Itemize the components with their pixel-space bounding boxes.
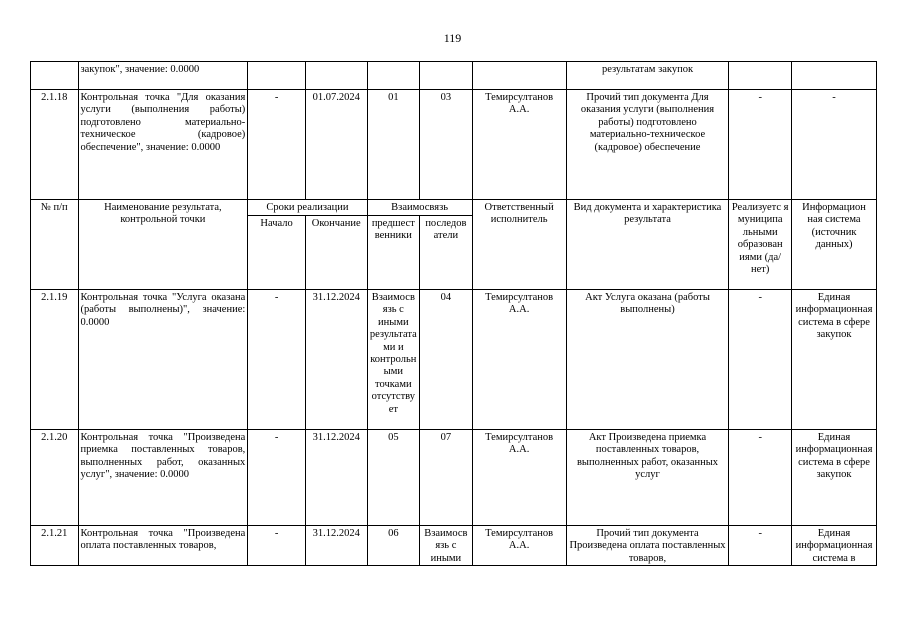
header-relation: Взаимосвязь — [367, 200, 472, 216]
cell-successors: 03 — [420, 90, 473, 200]
table-row — [31, 90, 877, 200]
table-row — [31, 62, 877, 90]
cell-name: Контрольная точка "Для оказания услуги (выполнения работы) подготовлено материально-техническое (кадровое) обеспечение", значение: 0.0000 — [78, 90, 248, 200]
cell-info-system: Единая информационная система в сфере закупок — [792, 290, 877, 430]
cell-name: Контрольная точка "Услуга оказана (работы выполнены)", значение: 0.0000 — [78, 290, 248, 430]
header-start: Начало — [248, 216, 306, 290]
cell-end: 31.12.2024 — [305, 430, 367, 526]
table-row — [31, 430, 877, 526]
header-doc-type: Вид документа и характеристика результата — [566, 200, 729, 290]
cell-end — [305, 62, 367, 90]
cell-start: - — [248, 430, 306, 526]
cell-predecessors: 01 — [367, 90, 420, 200]
cell-municipal: - — [729, 430, 792, 526]
header-responsible: Ответственный исполнитель — [472, 200, 566, 290]
header-info-system: Информацион ная система (источник данных) — [792, 200, 877, 290]
cell-start: - — [248, 526, 306, 566]
cell-start: - — [248, 290, 306, 430]
cell-end: 31.12.2024 — [305, 290, 367, 430]
header-predecessors: предшест венники — [367, 216, 420, 290]
cell-end: 31.12.2024 — [305, 526, 367, 566]
cell-successors: 07 — [420, 430, 473, 526]
header-municipal: Реализуетс я муниципа льными образован иями (да/нет) — [729, 200, 792, 290]
cell-info-system: Единая информационная система в сфере закупок — [792, 430, 877, 526]
cell-num: 2.1.20 — [31, 430, 79, 526]
cell-municipal — [729, 62, 792, 90]
cell-doc-type: Прочий тип документа Произведена оплата поставленных товаров, — [566, 526, 729, 566]
cell-num — [31, 62, 79, 90]
cell-responsible: Темирсултанов А.А. — [472, 290, 566, 430]
control-points-table — [30, 61, 877, 566]
cell-num: 2.1.19 — [31, 290, 79, 430]
cell-successors — [420, 62, 473, 90]
cell-predecessors — [367, 62, 420, 90]
cell-doc-type: Акт Услуга оказана (работы выполнены) — [566, 290, 729, 430]
header-num: № п/п — [31, 200, 79, 290]
cell-doc-type: Прочий тип документа Для оказания услуги (выполнения работы) подготовлено материально-техническое (кадровое) обеспечение — [566, 90, 729, 200]
cell-responsible — [472, 62, 566, 90]
cell-name: Контрольная точка "Произведена приемка поставленных товаров, выполненных работ, оказанных услуг", значение: 0.0000 — [78, 430, 248, 526]
cell-predecessors: 05 — [367, 430, 420, 526]
cell-num: 2.1.21 — [31, 526, 79, 566]
cell-responsible: Темирсултанов А.А. — [472, 430, 566, 526]
cell-responsible: Темирсултанов А.А. — [472, 526, 566, 566]
cell-responsible: Темирсултанов А.А. — [472, 90, 566, 200]
header-successors: последов атели — [420, 216, 473, 290]
page-number: 119 — [443, 31, 462, 45]
cell-info-system: - — [792, 90, 877, 200]
cell-name: Контрольная точка "Произведена оплата поставленных товаров, — [78, 526, 248, 566]
cell-end: 01.07.2024 — [305, 90, 367, 200]
cell-predecessors: Взаимосвязь с иными результатами и контрольными точками отсутствует — [367, 290, 420, 430]
cell-municipal: - — [729, 290, 792, 430]
cell-doc-type: результатам закупок — [566, 62, 729, 90]
cell-predecessors: 06 — [367, 526, 420, 566]
table-row — [31, 290, 877, 430]
cell-name: закупок", значение: 0.0000 — [78, 62, 248, 90]
cell-municipal: - — [729, 526, 792, 566]
cell-successors: 04 — [420, 290, 473, 430]
table-header — [31, 200, 877, 290]
cell-municipal: - — [729, 90, 792, 200]
cell-num: 2.1.18 — [31, 90, 79, 200]
header-end: Окончание — [305, 216, 367, 290]
cell-info-system: Единая информационная система в — [792, 526, 877, 566]
header-deadlines: Сроки реализации — [248, 200, 367, 216]
cell-successors: Взаимосвязь с иными — [420, 526, 473, 566]
cell-start: - — [248, 90, 306, 200]
cell-doc-type: Акт Произведена приемка поставленных товаров, выполненных работ, оказанных услуг — [566, 430, 729, 526]
table-row — [31, 526, 877, 566]
cell-info-system — [792, 62, 877, 90]
header-name: Наименование результата, контрольной точки — [78, 200, 248, 290]
cell-start — [248, 62, 306, 90]
